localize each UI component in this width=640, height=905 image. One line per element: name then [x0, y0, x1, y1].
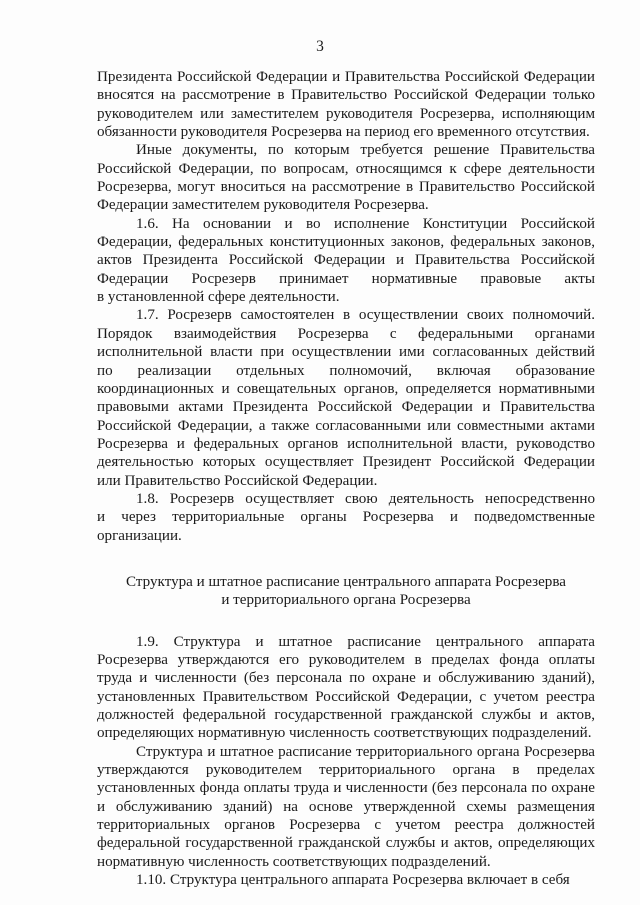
- paragraph-line: правовыми актами Президента Российской Федерации и Правительства: [97, 399, 595, 416]
- paragraph-line: и обслуживанию зданий) на основе утвержденной схемы размещения: [97, 798, 595, 815]
- paragraph-line: в установленной сфере деятельности.: [97, 289, 340, 306]
- paragraph-line: 1.6. На основании и во исполнение Конституции Российской: [136, 215, 595, 232]
- paragraph-line: должностей федеральной государственной гражданской службы и актов,: [97, 707, 595, 723]
- paragraph-p6: [97, 743, 595, 871]
- paragraph-line: Росрезерва утверждаются его руководителем в пределах фонда оплаты: [97, 651, 595, 668]
- paragraph-line: определяющих нормативную численность соответствующих подразделений.: [97, 725, 592, 742]
- section-heading: [97, 573, 595, 610]
- paragraph-line: обязанности руководителя Росрезерва на период его временного отсутствия.: [97, 124, 590, 141]
- paragraph-line: Росрезерва, могут вноситься на рассмотрение в Правительство Российской: [97, 179, 595, 196]
- paragraph-line: Иные документы, по которым требуется решение Правительства: [136, 142, 595, 159]
- paragraph-line: вносятся на рассмотрение в Правительство Российской Федерации только: [97, 87, 595, 104]
- paragraph-p7: [97, 871, 595, 889]
- paragraph-line: Порядок взаимодействия Росрезерва с федеральными органами: [97, 325, 595, 342]
- paragraphs-bottom: [97, 633, 595, 890]
- paragraph-line: исполнительной власти при осуществлении ими согласованных действий: [97, 344, 595, 361]
- page-number: 3: [316, 38, 324, 55]
- paragraph-line: установленных фонда оплаты труда и численности (без персонала по охране: [97, 780, 595, 797]
- paragraph-line: 1.8. Росрезерв осуществляет свою деятельность непосредственно: [136, 490, 595, 507]
- paragraph-line: нормативную численность соответствующих подразделений.: [97, 853, 491, 870]
- paragraph-line: Росрезерва и федеральных органов исполнительной власти, руководство: [97, 435, 595, 452]
- paragraph-line: Федерации Росрезерв принимает нормативные правовые акты: [97, 270, 595, 287]
- paragraph-line: и через территориальные органы Росрезерва и подведомственные: [97, 509, 595, 526]
- section-heading-line-2: и территориального органа Росрезерва: [221, 592, 471, 609]
- paragraph-line: установленных Правительством Российской Федерации, с учетом реестра: [97, 688, 595, 705]
- paragraph-line: или Правительство Российской Федерации.: [97, 472, 378, 489]
- paragraph-line: Российской Федерации, по вопросам, относящимся к сфере деятельности: [97, 160, 595, 177]
- paragraph-line: федеральной государственной гражданской службы и актов, определяющих: [97, 835, 595, 852]
- paragraph-line: организации.: [97, 527, 182, 544]
- paragraph-line: утверждаются руководителем территориального органа в пределах: [97, 762, 595, 779]
- paragraph-p3: [97, 306, 595, 489]
- paragraph-p2: [97, 215, 595, 307]
- paragraph-p1: [97, 141, 595, 214]
- document-body: [97, 68, 595, 889]
- paragraph-p5: [97, 633, 595, 743]
- paragraph-p4: [97, 490, 595, 545]
- paragraph-line: деятельностью которых осуществляет Президент Российской Федерации: [97, 454, 595, 471]
- paragraph-line: Президента Российской Федерации и Правительства Российской Федерации: [97, 69, 595, 85]
- paragraphs-top: [97, 68, 595, 545]
- paragraph-line: Российской Федерации, а также согласованными или совместными актами: [97, 417, 595, 434]
- paragraph-line: руководителем или заместителем руководителя Росрезерва, исполняющим: [97, 105, 595, 122]
- paragraph-line: Структура и штатное расписание территориального органа Росрезерва: [136, 743, 595, 760]
- paragraph-line: актов Президента Российской Федерации и Правительства Российской: [97, 252, 595, 269]
- paragraph-line: Федерации, федеральных конституционных законов, федеральных законов,: [97, 234, 595, 251]
- paragraph-line: территориальных органов Росрезерва с учетом реестра должностей: [97, 817, 595, 834]
- paragraph-line: 1.9. Структура и штатное расписание центрального аппарата: [136, 633, 595, 650]
- paragraph-line: координационных и совещательных органов, определяется нормативными: [97, 380, 595, 397]
- paragraph-line: Федерации заместителем руководителя Росрезерва.: [97, 197, 429, 214]
- paragraph-line: 1.10. Структура центрального аппарата Росрезерва включает в себя: [136, 872, 570, 889]
- paragraph-line: 1.7. Росрезерв самостоятелен в осуществлении своих полномочий.: [136, 307, 595, 324]
- paragraph-line: по реализации отдельных полномочий, включая образование: [97, 362, 595, 379]
- paragraph-line: труда и численности (без персонала по охране и обслуживанию зданий),: [97, 670, 595, 687]
- paragraph-p0: [97, 68, 595, 141]
- section-heading-line-1: Структура и штатное расписание центрального аппарата Росрезерва: [126, 573, 566, 590]
